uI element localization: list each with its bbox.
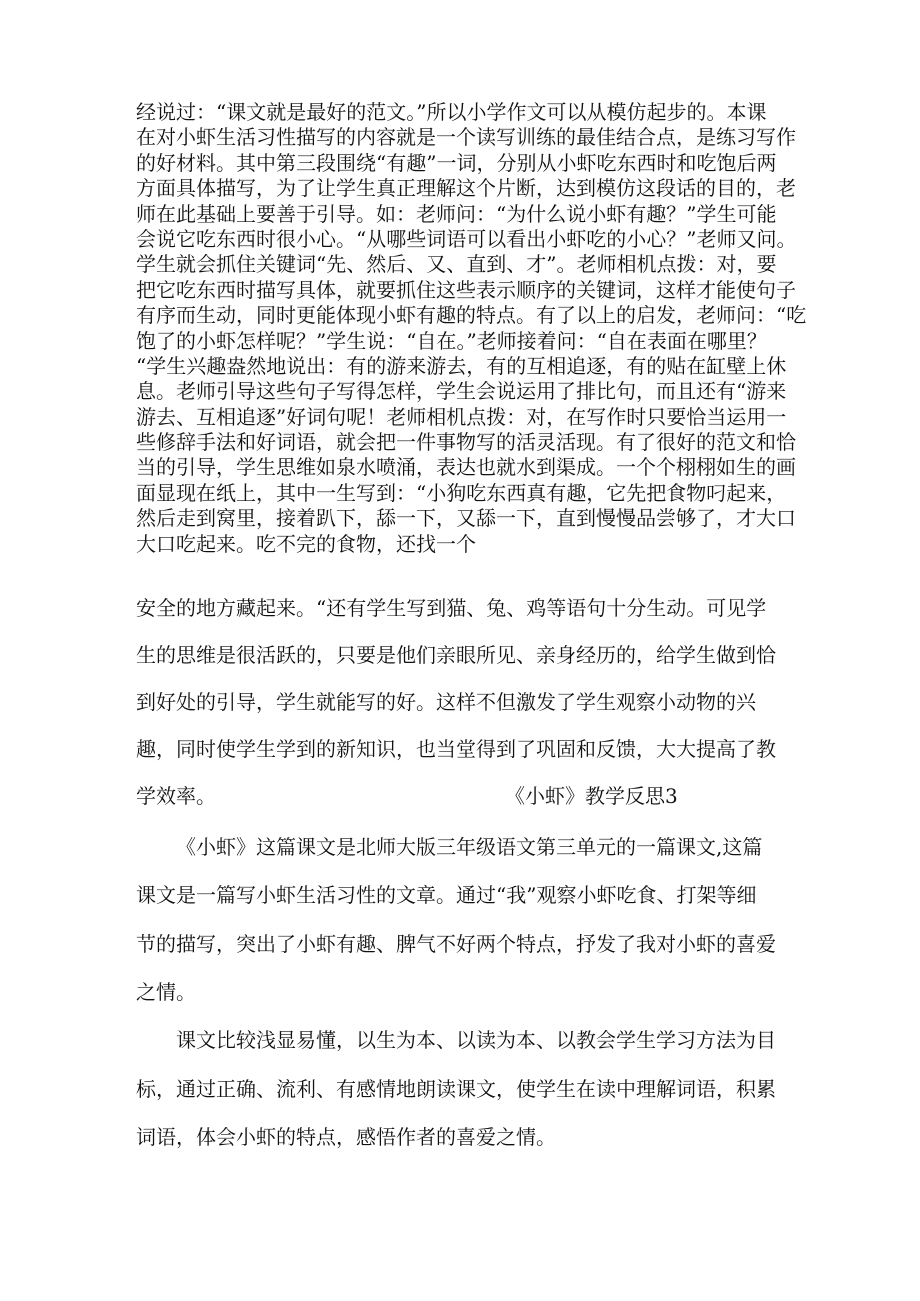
paragraph-3-line: 节的描写，突出了小虾有趣、脾气不好两个特点，抒发了我对小虾的喜爱 [136, 932, 776, 956]
paragraph-3-line: 课文是一篇写小虾生活习性的文章。通过“我”观察小虾吃食、打架等细 [136, 883, 757, 907]
text-line: 游去、互相追逐”好词句呢！老师相机点拨：对，在写作时只要恰当运用一 [136, 404, 787, 429]
section-2-line: 趣，同时使学生学到的新知识，也当堂得到了巩固和反馈，大大提高了教 [136, 737, 776, 761]
text-line: 会说它吃东西时很小心。“从哪些词语可以看出小虾吃的小心？”老师又问。 [136, 226, 797, 251]
text-line: 学生就会抓住关键词“先、然后、又、直到、才”。老师相机点拨：对，要 [136, 252, 777, 277]
paragraph-4-line: 词语，体会小虾的特点，感悟作者的喜爱之情。 [136, 1125, 556, 1149]
text-line: 有序而生动，同时更能体现小虾有趣的特点。有了以上的启发，老师问：“吃 [136, 303, 807, 328]
text-line: 方面具体描写，为了让学生真正理解这个片断，达到模仿这段话的目的，老 [136, 176, 796, 201]
paragraph-4-line: 标，通过正确、流利、有感情地朗读课文，使学生在读中理解词语，积累 [136, 1077, 776, 1101]
text-line: 大口吃起来。吃不完的食物，还找一个 [136, 531, 476, 556]
text-line: “学生兴趣盎然地说出：有的游来游去，有的互相追逐，有的贴在缸壁上休 [136, 353, 787, 378]
text-line: 当的引导，学生思维如泉水喷涌，表达也就水到渠成。一个个栩栩如生的画 [136, 455, 796, 480]
text-line: 饱了的小虾怎样呢？”学生说：“自在。”老师接着问：“自在表面在哪里？ [136, 328, 767, 353]
section-2-line: 学效率。 [136, 784, 216, 808]
paragraph-3-line: 之情。 [136, 980, 196, 1004]
section-2-line: 生的思维是很活跃的，只要是他们亲眼所见、亲身经历的，给学生做到恰 [136, 643, 776, 667]
text-line: 些修辞手法和好词语，就会把一件事物写的活灵活现。有了很好的范文和恰 [136, 430, 796, 455]
text-line: 师在此基础上要善于引导。如：老师问：“为什么说小虾有趣？”学生可能 [136, 201, 777, 226]
text-line: 在对小虾生活习性描写的内容就是一个读写训练的最佳结合点，是练习写作 [136, 125, 796, 150]
text-line: 息。老师引导这些句子写得怎样，学生会说运用了排比句，而且还有“游来 [136, 379, 787, 404]
text-line: 经说过：“课文就是最好的范文。”所以小学作文可以从模仿起步的。本课 [136, 100, 767, 124]
section-1-text [136, 100, 806, 557]
section-2-line: 到好处的引导，学生就能写的好。这样不但激发了学生观察小动物的兴 [136, 690, 756, 714]
section-heading: 《小虾》教学反思3 [505, 784, 678, 808]
paragraph-3-line: 《小虾》这篇课文是北师大版三年级语文第三单元的一篇课文,这篇 [176, 835, 763, 859]
paragraph-4-line: 课文比较浅显易懂，以生为本、以读为本、以教会学生学习方法为目 [176, 1028, 776, 1052]
text-line: 然后走到窝里，接着趴下，舔一下，又舔一下，直到慢慢品尝够了，才大口 [136, 506, 796, 531]
text-line: 的好材料。其中第三段围绕“有趣”一词，分别从小虾吃东西时和吃饱后两 [136, 150, 777, 175]
text-line: 面显现在纸上，其中一生写到：“小狗吃东西真有趣，它先把食物叼起来， [136, 480, 787, 505]
section-2-line: 安全的地方藏起来。“还有学生写到猫、兔、鸡等语句十分生动。可见学 [136, 596, 767, 620]
text-line: 把它吃东西时描写具体，就要抓住这些表示顺序的关键词，这样才能使句子 [136, 277, 796, 302]
